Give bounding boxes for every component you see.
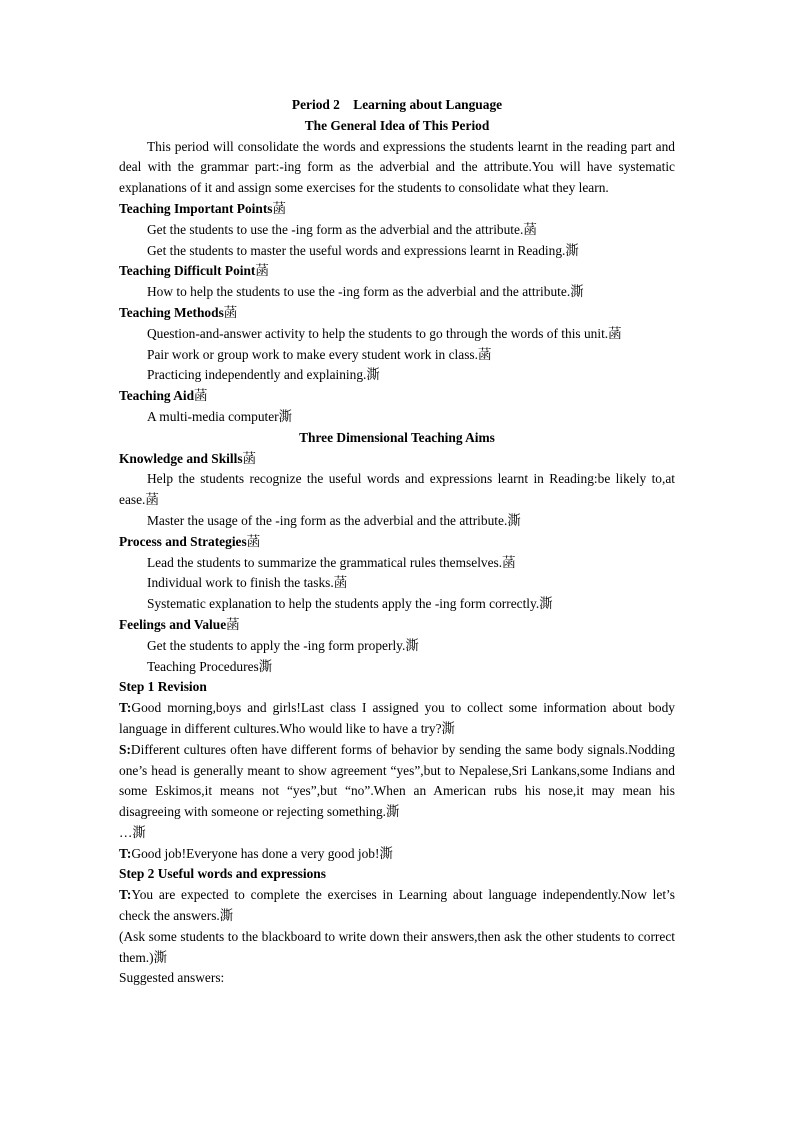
instruction-note: (Ask some students to the blackboard to write down their answers,then ask the other students to correct them.)澌 (119, 928, 675, 965)
teaching-procedures-line: Teaching Procedures澌 (147, 658, 273, 674)
knowledge-item: Help the students recognize the useful words and expressions learnt in Reading:be likely to,at ease.菡 (119, 471, 675, 508)
difficult-point-heading: Teaching Difficult Point菡 (119, 263, 269, 279)
aims-heading: Three Dimensional Teaching Aims (299, 429, 495, 445)
general-idea-heading: The General Idea of This Period (304, 117, 490, 133)
teaching-aid-heading: Teaching Aid菡 (119, 388, 208, 404)
process-heading: Process and Strategies菡 (119, 533, 261, 549)
process-item: Systematic explanation to help the students apply the -ing form correctly.澌 (147, 596, 553, 612)
period-title: Period 2 Learning about Language (291, 97, 503, 112)
document-page (119, 95, 675, 989)
teacher-line: T:You are expected to complete the exercises in Learning about language independently.Now let’s check the answers.澌 (119, 887, 675, 924)
teaching-methods-heading: Teaching Methods菡 (119, 304, 238, 320)
knowledge-item: Master the usage of the -ing form as the adverbial and the attribute.澌 (147, 512, 521, 528)
student-line: S:Different cultures often have different forms of behavior by sending the same body signals.Nodding one’s head is generally meant to show agreement “yes”,but to Nepalese,Sri Lankans,some Indians and some Eskimos,it means not “yes”,but “no”.When an American rubs his nose,it may mean his disagreeing with someone or rejecting something.澌 (119, 741, 675, 820)
intro-paragraph: This period will consolidate the words and expressions the students learnt in the reading part and deal with the grammar part:-ing form as the adverbial and the attribute.You will have systematic explanations of it and assign some exercises for the students to consolidate what they learn. (119, 138, 675, 196)
suggested-answers-label: Suggested answers: (119, 970, 225, 986)
method-item: Question-and-answer activity to help the students to go through the words of this unit.菡 (147, 325, 622, 341)
step1-heading: Step 1 Revision (119, 679, 207, 695)
process-item: Individual work to finish the tasks.菡 (147, 575, 348, 591)
method-item: Practicing independently and explaining.澌 (147, 367, 380, 383)
feelings-item: Get the students to apply the -ing form properly.澌 (147, 637, 419, 653)
step2-heading: Step 2 Useful words and expressions (119, 866, 326, 882)
important-point-item: Get the students to master the useful words and expressions learnt in Reading.澌 (147, 242, 579, 258)
knowledge-heading: Knowledge and Skills菡 (119, 450, 256, 466)
feelings-heading: Feelings and Value菡 (119, 616, 240, 632)
difficult-point-item: How to help the students to use the -ing form as the adverbial and the attribute.澌 (147, 284, 584, 300)
teacher-line: T:Good job!Everyone has done a very good job!澌 (119, 845, 393, 861)
aid-item: A multi-media computer澌 (147, 408, 293, 424)
process-item: Lead the students to summarize the grammatical rules themselves.菡 (147, 554, 516, 570)
ellipsis-line: …澌 (119, 824, 146, 840)
important-point-item: Get the students to use the -ing form as the adverbial and the attribute.菡 (147, 221, 537, 237)
teacher-line: T:Good morning,boys and girls!Last class I assigned you to collect some information about body language in different cultures.Who would like to have a try?澌 (119, 700, 675, 736)
important-points-heading: Teaching Important Points菡 (119, 200, 286, 216)
method-item: Pair work or group work to make every student work in class.菡 (147, 346, 492, 362)
